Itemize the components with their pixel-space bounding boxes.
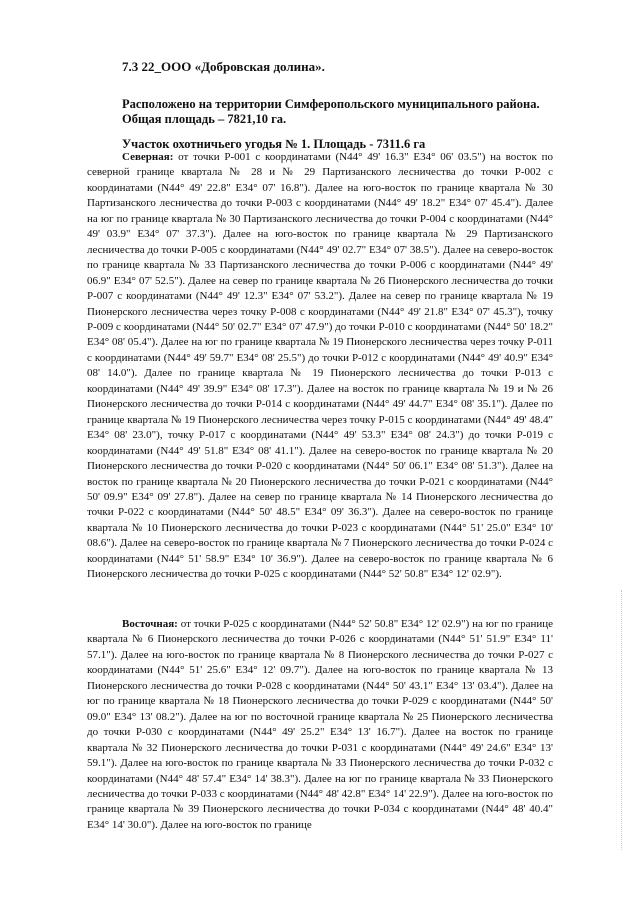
east-boundary-text: от точки Р-025 с координатами (N44° 52' 50.8" E34° 12' 02.9") на юг по границе квартала № 6 Пионерского лесничества до точки Р-026 с координатами (N44° 51' 51.9" E34° 11' 57.1"). Далее на юго-восток по границе квартала № 8 Пионерского лесничества до точки Р-027 с координатами (N44° 51' 25.6" E34° 12' 09.7"). Далее на юго-восток по границе квартала № 13 Пионерского лесничества до точки Р-028 с координатами (N44° 50' 43.1" E34° 13' 03.4"). Далее на юг по границе квартала № 18 Пионерского лесничества до точки Р-029 с координатами (N44° 50' 09.0" E34° 13' 08.2"). Далее на юг по восточной границе квартала № 25 Пионерского лесничества до точки Р-030 с координатами (N44° 49' 25.2" E34° 13' 16.7"). Далее на восток по границе квартала № 32 Пионерского лесничества до точки Р-031 с координатами (N44° 49' 24.6" E34° 13' 59.1"). Далее на юго-восток по границе квартала № 33 Пионерского лесничества до точки Р-032 с координатами (N44° 48' 57.4" E34° 14' 38.3"). Далее на юг по границе квартала № 33 Пионерского лесничества до точки Р-033 с координатами (N44° 48' 42.8" E34° 14' 22.9"). Далее на юго-восток по границе квартала № 39 Пионерского лесничества до точки Р-034 с координатами (N44° 48' 40.4" E34° 14' 30.0"). Далее на юго-восток по границе bbox=[87, 618, 553, 831]
location-block bbox=[122, 97, 582, 127]
north-boundary-paragraph bbox=[87, 150, 553, 583]
north-boundary-text: от точки Р-001 с координатами (N44° 49' 16.3" E34° 06' 03.5") на восток по северной границе квартала № 28 и № 29 Партизанского лесничества до точки Р-002 с координатами (N44° 49' 22.8" E34° 07' 16.8"). Далее на юго-восток по границе квартала № 30 Партизанского лесничества до точки Р-003 с координатами (N44° 49' 18.2" E34° 07' 45.4"). Далее на юг по границе квартала № 30 Партизанского лесничества до точки Р-004 с координатами (N44° 49' 03.9" E34° 07' 37.3"). Далее на юго-восток по границе квартала № 29 Партизанского лесничества до точки Р-005 с координатами (N44° 49' 02.7" E34° 07' 38.5"). Далее на северо-восток по границе квартала № 33 Партизанского лесничества до точки Р-006 с координатами (N44° 49' 06.9" E34° 07' 52.5"). Далее на север по границе квартала № 26 Пионерского лесничества до точки Р-007 с координатами (N44° 49' 12.3" E34° 07' 53.2"). Далее на север по границе квартала № 19 Пионерского лесничества через точку Р-008 с координатами (N44° 49' 21.8" E34° 07' 45.3"), точку Р-009 с координатами (N44° 50' 02.7" E34° 07' 47.9") до точки Р-010 с координатами (N44° 50' 18.2" E34° 08' 05.4"). Далее на юг по границе квартала № 19 Пионерского лесничества через точку Р-011 с координатами (N44° 49' 59.7" E34° 08' 25.5") до точки Р-012 с координатами (N44° 49' 40.9" E34° 08' 14.0"). Далее по границе квартала № 19 Пионерского лесничества до точки Р-013 с координатами (N44° 49' 39.9" E34° 08' 17.3"). Далее на восток по границе квартала № 19 и № 26 Пионерского лесничества до точки Р-014 с координатами (N44° 49' 44.7" E34° 08' 35.1"). Далее по границе квартала № 19 Пионерского лесничества через точку Р-015 с координатами (N44° 49' 48.4" E34° 08' 23.0"), точку Р-017 с координатами (N44° 49' 53.3" E34° 08' 24.3") до точки Р-019 с координатами (N44° 49' 51.8" E34° 08' 41.1"). Далее на северо-восток по границе квартала № 20 Пионерского лесничества до точки Р-020 с координатами (N44° 50' 06.1" E34° 08' 51.3"). Далее на восток по границе квартала № 20 Пионерского лесничества до точки Р-021 с координатами (N44° 50' 09.9" E34° 09' 27.8"). Далее на север по границе квартала № 14 Пионерского лесничества до точки Р-022 с координатами (N44° 50' 48.5" E34° 09' 36.3"). Далее на северо-восток по границе квартала № 10 Пионерского лесничества до точки Р-023 с координатами (N44° 51' 25.0" E34° 10' 08.6"). Далее на северо-восток по границе квартала № 7 Пионерского лесничества до точки Р-024 с координатами (N44° 51' 58.9" E34° 10' 36.9"). Далее на северо-восток по границе квартала № 6 Пионерского лесничества до точки Р-025 с координатами (N44° 52' 50.8" E34° 12' 02.9"). bbox=[87, 151, 553, 581]
scan-margin-artifact bbox=[621, 590, 626, 850]
east-boundary-label: Восточная: bbox=[122, 618, 178, 630]
section-heading: 7.3 22_ООО «Добровская долина». bbox=[122, 59, 325, 74]
east-boundary-paragraph bbox=[87, 617, 553, 833]
hunting-area-title: Участок охотничьего угодья № 1. Площадь - 7311.6 га bbox=[122, 137, 426, 151]
total-area: Общая площадь – 7821,10 га. bbox=[122, 112, 287, 126]
location-description: Расположено на территории Симферопольского муниципального района. bbox=[122, 97, 540, 111]
north-boundary-label: Северная: bbox=[122, 151, 174, 163]
